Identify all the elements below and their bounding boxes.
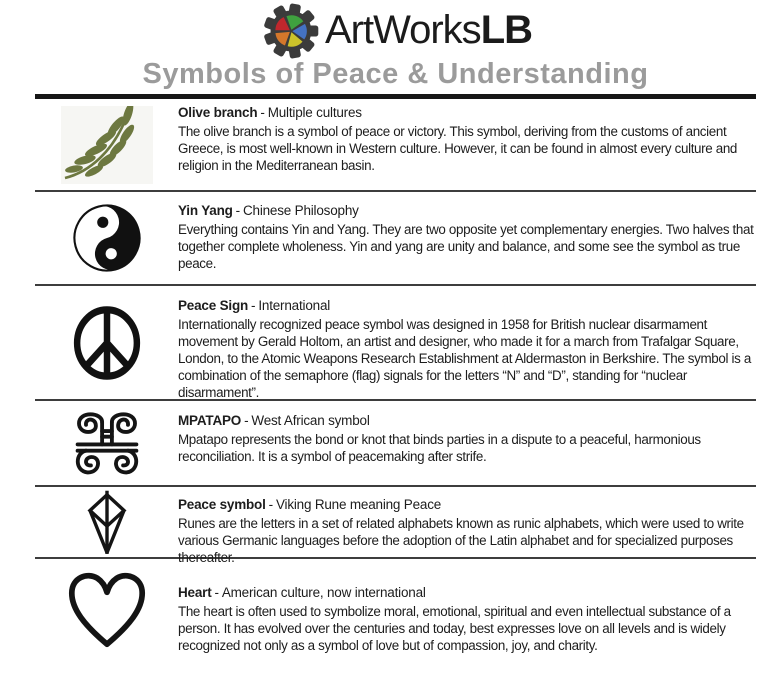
symbol-row-olive-branch — [35, 99, 756, 192]
symbol-name: Peace symbol — [178, 497, 266, 512]
olive-branch-icon — [61, 106, 153, 184]
symbol-origin: International — [258, 298, 331, 313]
heading-separator: - — [214, 585, 219, 600]
symbol-origin: Multiple cultures — [267, 105, 362, 120]
symbol-description: The heart is often used to symbolize moral, emotional, spiritual and even intellectual substance of a person. It has evolved over the centuries and today, best expresses love on all levels and is widely recognized not only as a symbol of love but of compassion, joy, and charity. — [178, 604, 731, 653]
entry-heading — [178, 105, 756, 121]
entry-heading — [178, 413, 756, 429]
icon-cell — [35, 401, 178, 485]
mpatapo-knot-icon — [67, 408, 147, 478]
gear-pie-chart-icon — [259, 2, 323, 60]
symbol-name: Peace Sign — [178, 298, 249, 313]
document-page — [35, 2, 756, 691]
text-cell — [178, 487, 756, 565]
page-title: Symbols of Peace & Understanding — [142, 58, 649, 90]
symbol-description: Internationally recognized peace symbol was designed in 1958 for British nuclear disarmament movement by Gerald Holtom, an artist and designer, who made it for a march from Trafalgar Square, London, to the Atomic Weapons Research Establishment at Aldermaston in Berkshire. The symbol is a combination of the semaphore (flag) signals for the letters “N” and “D”, standing for “nuclear disarmament”. — [178, 317, 751, 400]
symbol-row-peace-sign — [35, 286, 756, 401]
symbol-row-mpatapo — [35, 401, 756, 487]
symbol-name: MPATAPO — [178, 413, 242, 428]
symbol-row-yin-yang — [35, 192, 756, 286]
heading-separator: - — [244, 413, 249, 428]
symbol-description: Mpatapo represents the bond or knot that binds parties in a dispute to a peaceful, harmonious reconciliation. It is a symbol of peacemaking after strife. — [178, 432, 701, 464]
entry-heading — [178, 585, 756, 601]
symbol-name: Yin Yang — [178, 203, 233, 218]
symbol-name: Olive branch — [178, 105, 258, 120]
yin-yang-icon — [72, 203, 142, 273]
symbol-row-heart — [35, 559, 756, 691]
header — [35, 2, 756, 59]
icon-cell — [35, 192, 178, 284]
text-cell — [178, 401, 756, 485]
symbol-description: Runes are the letters in a set of related alphabets known as runic alphabets, which were used to write various Germanic languages before the adoption of the Latin alphabet and for specialized purposes thereafter. — [178, 516, 744, 565]
entry-heading — [178, 298, 756, 314]
viking-peace-rune-icon — [83, 488, 131, 556]
symbol-name: Heart — [178, 585, 212, 600]
entry-heading — [178, 497, 756, 513]
heading-separator: - — [260, 105, 265, 120]
symbol-origin: West African symbol — [251, 413, 370, 428]
symbol-description: Everything contains Yin and Yang. They are two opposite yet complementary energies. Two halves that together complete wholeness. Yin and yang are unity and balance, and some see the symbol as true peace. — [178, 222, 754, 271]
heading-separator: - — [235, 203, 240, 218]
text-cell — [178, 99, 756, 190]
text-cell — [178, 192, 756, 284]
symbol-origin: Viking Rune meaning Peace — [275, 497, 442, 512]
icon-cell — [35, 99, 178, 190]
text-cell — [178, 559, 756, 691]
brand-wordmark — [325, 8, 532, 53]
peace-sign-icon — [71, 303, 143, 383]
icon-cell — [35, 559, 178, 691]
brand-bold: LB — [480, 8, 533, 52]
entry-heading — [178, 203, 756, 219]
heading-separator: - — [268, 497, 273, 512]
brand-regular: ArtWorks — [324, 8, 481, 52]
symbol-row-viking-rune — [35, 487, 756, 565]
symbol-origin: American culture, now international — [221, 585, 426, 600]
symbol-origin: Chinese Philosophy — [242, 203, 359, 218]
icon-cell — [35, 487, 178, 557]
heading-separator: - — [251, 298, 256, 313]
heart-outline-icon — [63, 565, 151, 653]
icon-cell — [35, 286, 178, 399]
symbol-description: The olive branch is a symbol of peace or victory. This symbol, deriving from the customs of ancient Greece, is most well-known in Western culture. However, it can be found in almost every culture and religion in the Mediterranean basin. — [178, 124, 738, 173]
text-cell — [178, 286, 756, 399]
